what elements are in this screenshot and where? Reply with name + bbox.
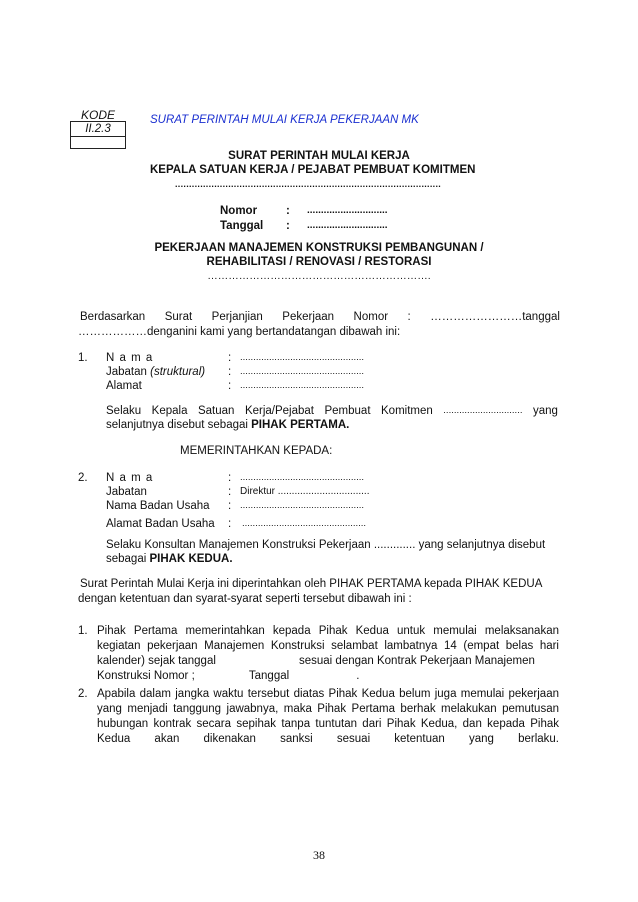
party1-alamat-value: ............................................... [240, 380, 365, 391]
party1-desc-line2 [106, 419, 349, 431]
intro-word: Perjanjian [211, 311, 263, 323]
party1-jabatan-value: ............................................... [240, 366, 365, 377]
kode-value: II.2.3 [70, 121, 126, 137]
intro-word: Nomor [353, 311, 389, 323]
party2-company-colon: : [228, 500, 232, 512]
party2-name-label: N a m a [106, 472, 154, 484]
party1-alamat-label: Alamat [106, 380, 142, 392]
party2-desc-line1: Selaku Konsultan Manajemen Konstruksi Pekerjaan ............. yang selanjutnya disebut [106, 539, 546, 551]
kode-box [70, 108, 126, 150]
party1-name-label: N a m a [106, 352, 154, 364]
desc-word: Komitmen [381, 405, 433, 417]
nomor-value: ............................. [307, 205, 388, 216]
intro-line2: ………………denganini kami yang bertandatangan dibawah ini: [78, 326, 401, 338]
desc-word: Kepala [151, 405, 188, 417]
condition1-line: kalender) sejak tanggal sesuai dengan Kontrak Pekerjaan Manajemen [97, 655, 535, 667]
work-title-line2: REHABILITASI / RENOVASI / RESTORASI [206, 256, 432, 268]
party2-address-colon: : [228, 518, 232, 530]
condition1-number: 1. [78, 625, 88, 637]
nomor-colon: : [286, 205, 290, 217]
party1-jabatan-label: Jabatan (struktural) [106, 366, 206, 378]
party2-company-value: ............................................... [240, 500, 365, 511]
party2-jabatan-colon: : [228, 486, 232, 498]
party2-address-value: ............................................... [242, 518, 367, 529]
intro-line1 [80, 311, 560, 323]
condition1-line: Konstruksi Nomor ; Tanggal . [97, 670, 360, 682]
party1-name-value: ............................................... [240, 352, 365, 363]
party2-desc-line2 [106, 553, 233, 565]
work-title-line3: ………………………………………………………. [207, 270, 431, 282]
condition2-line: yang menjadi tanggung jawabnya, maka Pihak Pertama berhak melakukan pemutusan [97, 703, 559, 715]
tanggal-value: ............................. [307, 220, 388, 231]
intro-word: Pekerjaan [282, 311, 335, 323]
party2-desc-prefix: sebagai [106, 553, 150, 565]
desc-word: Satuan [197, 405, 235, 417]
heading-line2: KEPALA SATUAN KERJA / PEJABAT PEMBUAT KOMITMEN [150, 164, 476, 176]
command-heading: MEMERINTAHKAN KEPADA: [180, 445, 333, 457]
party2-address-label: Alamat Badan Usaha [106, 518, 215, 530]
work-title-line1: PEKERJAAN MANAJEMEN KONSTRUKSI PEMBANGUNAN / [154, 242, 484, 254]
party1-jabatan-colon: : [228, 366, 232, 378]
condition2-number: 2. [78, 688, 88, 700]
heading-line1: SURAT PERINTAH MULAI KERJA [228, 150, 410, 162]
desc-word: Kerja/Pejabat [244, 405, 314, 417]
party1-desc-prefix: selanjutnya disebut sebagai [106, 419, 252, 431]
condition1-line: Pihak Pertama memerintahkan kepada Pihak Kedua untuk memulai melaksanakan [97, 625, 559, 637]
heading-line3: ............................................................................................... [175, 179, 442, 189]
condition2-line: hubungan kontrak secara sepihak tanpa tuntutan dari Pihak Kedua, dan kepada Pihak [97, 718, 559, 730]
statement-line1: Surat Perintah Mulai Kerja ini diperintahkan oleh PIHAK PERTAMA kepada PIHAK KEDUA [80, 578, 543, 590]
intro-word: ……………………tanggal [430, 311, 560, 323]
nomor-label: Nomor [220, 205, 258, 217]
condition2-line: Kedua akan dikenakan sanksi sesuai ketentuan yang berlaku. [97, 733, 559, 745]
desc-word: .............................. [443, 405, 523, 416]
desc-word: yang [532, 405, 558, 417]
desc-word: Selaku [106, 405, 142, 417]
page-number: 38 [313, 848, 325, 862]
desc-word: Pembuat [324, 405, 371, 417]
tanggal-label: Tanggal [220, 220, 264, 232]
intro-word: Surat [164, 311, 193, 323]
party1-desc-line1 [106, 405, 558, 417]
intro-word: Berdasarkan [80, 311, 146, 323]
party1-alamat-colon: : [228, 380, 232, 392]
pihak-kedua-label: PIHAK KEDUA. [149, 553, 233, 565]
tanggal-colon: : [286, 220, 290, 232]
party1-name-colon: : [228, 352, 232, 364]
party2-jabatan-label: Jabatan [106, 486, 147, 498]
party2-company-label: Nama Badan Usaha [106, 500, 210, 512]
party2-jabatan-value: Direktur ................................. [240, 486, 370, 497]
kode-label: KODE [81, 108, 116, 122]
pihak-pertama-label: PIHAK PERTAMA. [251, 419, 350, 431]
document-title: SURAT PERINTAH MULAI KERJA PEKERJAAN MK [150, 114, 419, 126]
statement-line2: dengan ketentuan dan syarat-syarat seperti tersebut dibawah ini : [78, 593, 412, 605]
intro-word: : [407, 311, 411, 323]
kode-empty-cell [70, 136, 126, 149]
condition1-line: kegiatan pekerjaan Manajemen Konstruksi selambat lambatnya 14 (empat belas hari [97, 640, 559, 652]
party1-number: 1. [78, 352, 88, 364]
condition2-line: Apabila dalam jangka waktu tersebut diatas Pihak Kedua belum juga memulai pekerjaan [97, 688, 559, 700]
party2-name-colon: : [228, 472, 232, 484]
party2-name-value: ............................................... [240, 472, 365, 483]
party2-number: 2. [78, 472, 88, 484]
